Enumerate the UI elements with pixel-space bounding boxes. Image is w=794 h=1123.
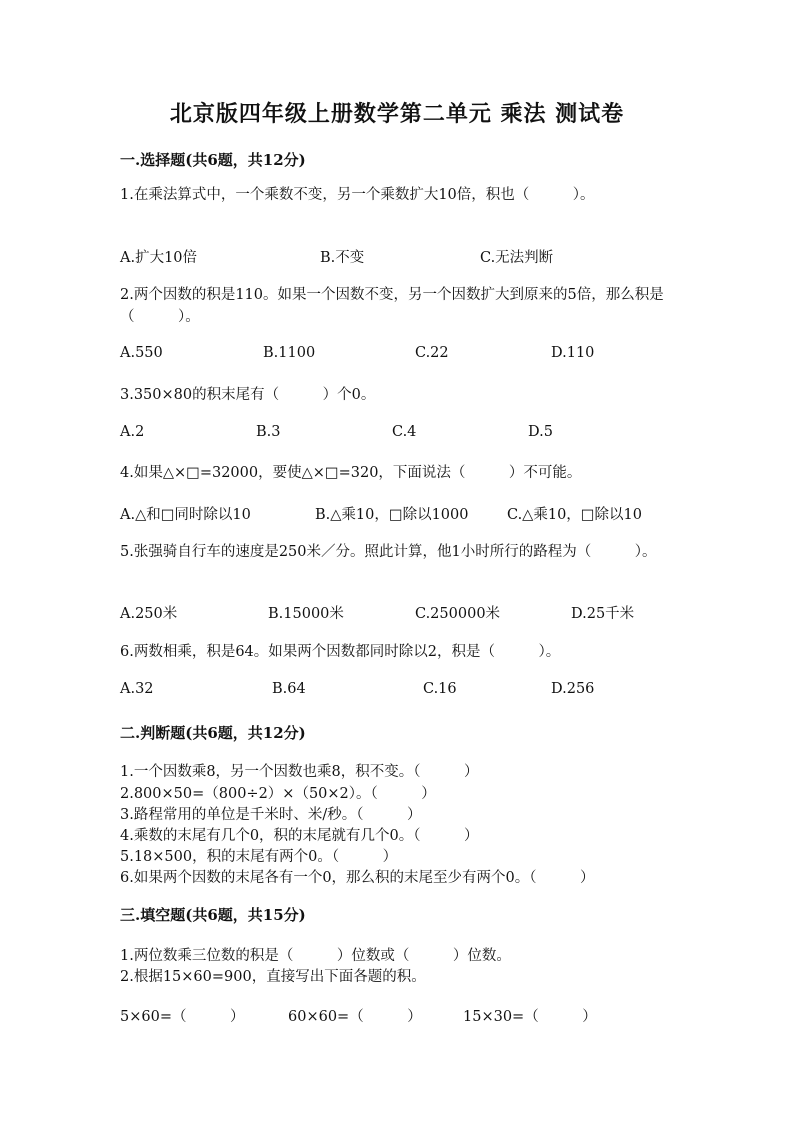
question-5-option-d: D.25千米 [571,606,635,622]
question-2-option-a: A.550 [120,345,163,361]
question-3-option-c: C.4 [392,424,417,440]
question-6-option-c: C.16 [423,681,457,697]
section-heading-fill: 三.填空题(共6题，共15分) [120,906,306,924]
judge-item-1: 1.一个因数乘8，另一个因数也乘8，积不变。（ ） [120,764,479,780]
question-2: 2.两个因数的积是110。如果一个因数不变，另一个因数扩大到原来的5倍，那么积是（ ）。 [120,287,664,325]
question-6-option-d: D.256 [551,681,595,697]
question-6-option-a: A.32 [120,681,154,697]
question-4-option-a: A.△和□同时除以10 [120,507,251,523]
question-1: 1.在乘法算式中，一个乘数不变，另一个乘数扩大10倍，积也（ ）。 [120,187,595,203]
question-3-option-a: A.2 [120,424,145,440]
question-5-option-c: C.250000米 [415,606,501,622]
question-4-option-b: B.△乘10，□除以1000 [315,507,469,523]
fill-item-2: 2.根据15×60=900，直接写出下面各题的积。 [120,969,426,985]
section-heading-choice: 一.选择题(共6题，共12分) [120,151,306,169]
question-3-option-b: B.3 [256,424,281,440]
question-2-option-d: D.110 [551,345,595,361]
judge-item-4: 4.乘数的末尾有几个0，积的末尾就有几个0。（ ） [120,828,479,844]
question-2-option-b: B.1100 [263,345,316,361]
fill-subitem-1: 5×60=（ ） [120,1009,245,1025]
fill-item-1: 1.两位数乘三位数的积是（ ）位数或（ ）位数。 [120,948,511,964]
question-4: 4.如果△×□=32000，要使△×□=320，下面说法（ ）不可能。 [120,465,582,481]
question-6: 6.两数相乘，积是64。如果两个因数都同时除以2，积是（ ）。 [120,644,561,660]
question-2-option-c: C.22 [415,345,449,361]
question-5: 5.张强骑自行车的速度是250米／分。照此计算，他1小时所行的路程为（ ）。 [120,544,657,560]
judge-item-2: 2.800×50=（800÷2）×（50×2）。（ ） [120,786,436,802]
question-1-option-b: B.不变 [320,250,365,266]
judge-item-6: 6.如果两个因数的末尾各有一个0，那么积的末尾至少有两个0。（ ） [120,870,595,886]
judge-item-3: 3.路程常用的单位是千米时、米/秒。（ ） [120,807,422,823]
page-title: 北京版四年级上册数学第二单元 乘法 测试卷 [169,101,625,127]
fill-subitem-2: 60×60=（ ） [288,1009,422,1025]
fill-subitem-3: 15×30=（ ） [463,1009,597,1025]
question-1-option-c: C.无法判断 [480,250,554,266]
question-4-option-c: C.△乘10，□除以10 [507,507,642,523]
question-5-option-a: A.250米 [120,606,178,622]
question-5-option-b: B.15000米 [268,606,344,622]
question-1-option-a: A.扩大10倍 [120,250,198,266]
judge-item-5: 5.18×500，积的末尾有两个0。（ ） [120,849,398,865]
question-3: 3.350×80的积末尾有（ ）个0。 [120,387,376,403]
question-6-option-b: B.64 [272,681,306,697]
section-heading-judge: 二.判断题(共6题，共12分) [120,724,306,742]
question-3-option-d: D.5 [528,424,553,440]
